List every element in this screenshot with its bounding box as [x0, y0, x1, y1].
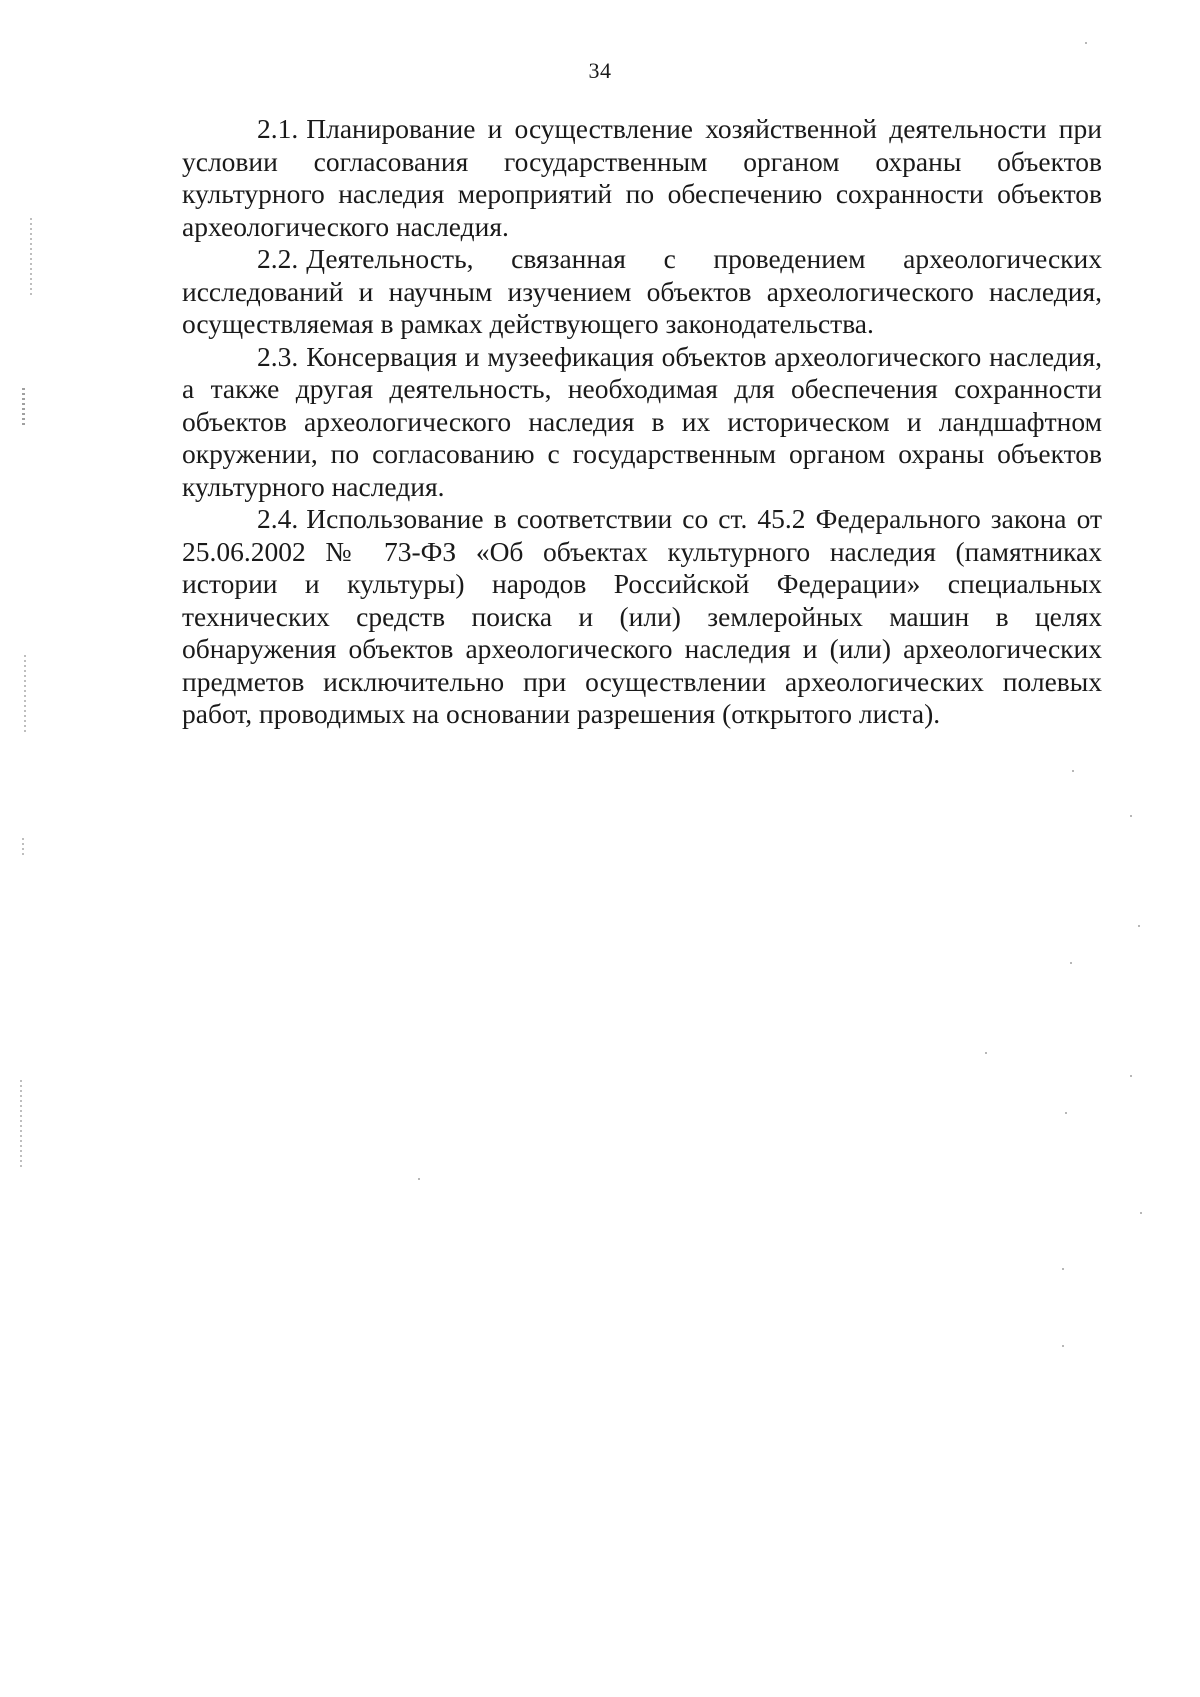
paragraph-2-2 [182, 243, 1102, 341]
scan-speck [1072, 770, 1074, 772]
scan-artifact [24, 655, 26, 735]
paragraph-number: 2.4. [257, 503, 299, 534]
scan-artifact [20, 1080, 22, 1170]
scan-speck [1130, 815, 1132, 817]
scan-artifact [22, 388, 25, 428]
scan-speck [1062, 1268, 1064, 1270]
paragraph-2-1 [182, 113, 1102, 243]
scan-artifact [22, 838, 24, 858]
scan-artifact [30, 218, 32, 296]
paragraph-2-3 [182, 341, 1102, 504]
paragraph-text: Планирование и осуществление хозяйственной деятельности при условии согласования государственным органом охраны объектов культурного наследия мероприятий по обеспечению сохранности объектов археологического наследия. [182, 113, 1102, 242]
paragraph-text: Использование в соответствии со ст. 45.2 Федерального закона от 25.06.2002 № 73-ФЗ «Об объектах культурного наследия (памятниках истории и культуры) народов Российской Федерации» специальных технических средств поиска и (или) землеройных машин в целях обнаружения объектов археологического наследия и (или) археологических предметов исключительно при осуществлении археологических полевых работ, проводимых на основании разрешения (открытого листа). [182, 503, 1102, 729]
scan-speck [1070, 962, 1072, 964]
paragraph-number: 2.2. [257, 243, 299, 274]
scan-speck [1140, 1212, 1142, 1214]
scan-speck [1138, 925, 1140, 927]
page-number: 34 [588, 58, 612, 83]
scan-speck [1130, 1075, 1132, 1077]
scan-speck [1062, 1345, 1064, 1347]
scan-speck [1085, 42, 1087, 44]
scan-speck [1065, 1112, 1067, 1114]
scan-speck [985, 1052, 987, 1054]
document-body [182, 113, 1102, 731]
scan-speck [418, 1178, 420, 1180]
paragraph-text: Деятельность, связанная с проведением археологических исследований и научным изучением объектов археологического наследия, осуществляемая в рамках действующего законодательства. [182, 243, 1102, 339]
paragraph-number: 2.3. [257, 340, 299, 372]
paragraph-2-4 [182, 503, 1102, 731]
paragraph-text: Консервация и музеефикация объектов археологического наследия, а также другая деятельность, необходимая для обеспечения сохранности объектов археологического наследия в их историческом и ландшафтном окружении, по согласованию с государственным органом охраны объектов культурного наследия. [182, 340, 1102, 502]
paragraph-number: 2.1. [257, 113, 299, 144]
